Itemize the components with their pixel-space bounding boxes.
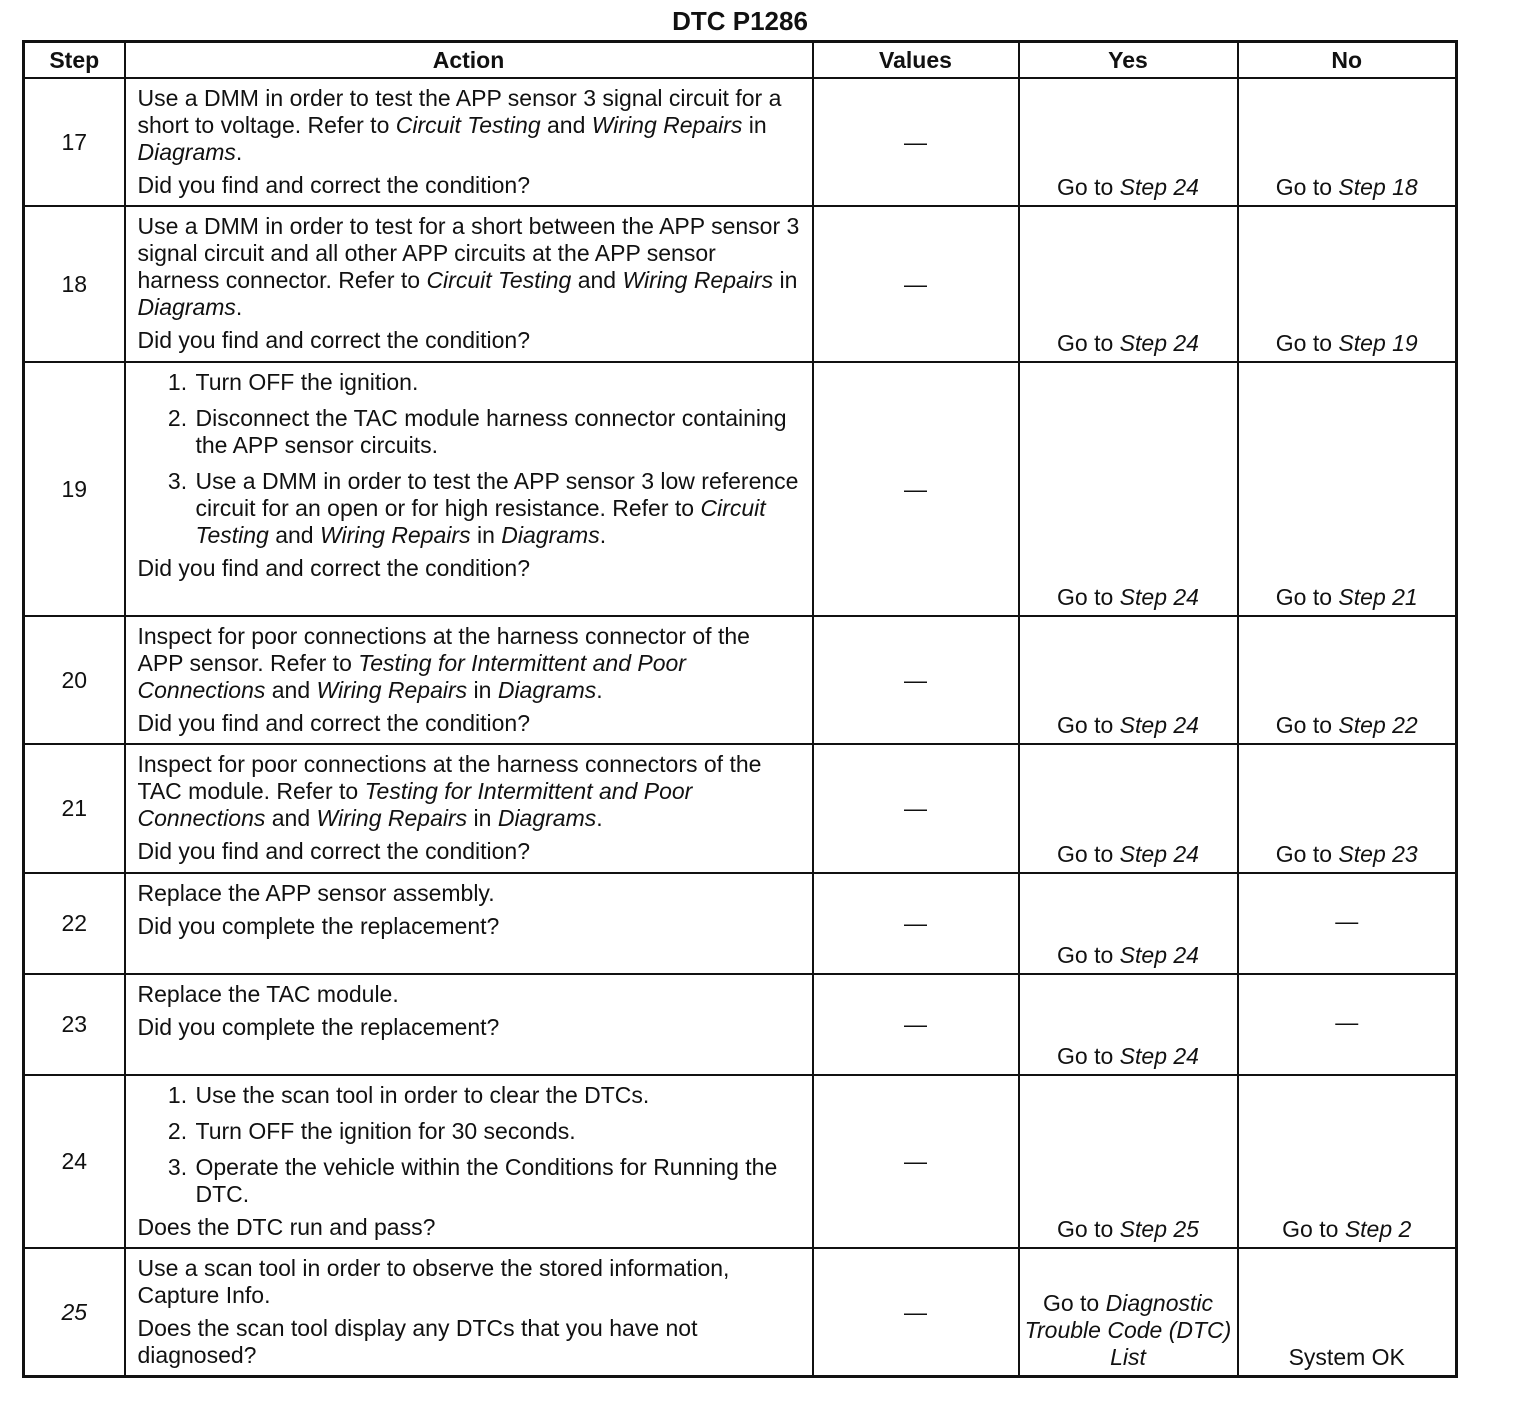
no-cell: System OK	[1238, 1248, 1457, 1377]
procedure-item: 3. Use a DMM in order to test the APP sensor 3 low reference circuit for an open or for high resistance. Refer to Circuit Testing and Wiring Repairs in Diagrams.	[194, 468, 800, 549]
action-question: Did you find and correct the condition?	[137, 172, 531, 198]
action-text: Use a DMM in order to test for a short between the APP sensor 3 signal circuit and all other APP circuits at the APP sensor harness connector. Refer to Circuit Testing and Wiring Repairs in Diagrams.	[137, 213, 800, 320]
value-cell: —	[813, 873, 1019, 974]
procedure-item: 1. Turn OFF the ignition.	[194, 369, 800, 396]
ref-link: Circuit Testing	[395, 112, 541, 138]
value-cell: —	[813, 78, 1019, 206]
value-cell: —	[813, 616, 1019, 744]
header-step: Step	[24, 42, 125, 79]
header-yes: Yes	[1019, 42, 1238, 79]
yes-cell: Go to Diagnostic Trouble Code (DTC) List	[1019, 1248, 1238, 1377]
yes-cell: Go to Step 24	[1019, 362, 1238, 616]
ref-link: Wiring Repairs	[316, 677, 468, 703]
step-number: 17	[24, 78, 125, 206]
step-number: 18	[24, 206, 125, 362]
yes-cell: Go to Step 25	[1019, 1075, 1238, 1248]
table-row	[24, 744, 1457, 873]
procedure-item: 1. Use the scan tool in order to clear the DTCs.	[194, 1082, 800, 1109]
action-text: Use a scan tool in order to observe the stored information, Capture Info.	[137, 1255, 730, 1308]
yes-ref: Step 24	[1119, 1043, 1199, 1069]
table-row	[24, 362, 1457, 616]
action-cell	[125, 78, 813, 206]
yes-cell: Go to Step 24	[1019, 206, 1238, 362]
ref-link: Diagrams	[501, 522, 600, 548]
ref-link: Diagrams	[497, 805, 597, 831]
step-number: 20	[24, 616, 125, 744]
procedure-item: 2. Turn OFF the ignition for 30 seconds.	[194, 1118, 800, 1145]
action-cell	[125, 206, 813, 362]
procedure-item: 3. Operate the vehicle within the Conditions for Running the DTC.	[194, 1154, 800, 1208]
action-cell	[125, 1075, 813, 1248]
yes-cell: Go to Step 24	[1019, 744, 1238, 873]
yes-cell: Go to Step 24	[1019, 873, 1238, 974]
yes-ref: Step 24	[1119, 942, 1199, 968]
header-no: No	[1238, 42, 1457, 79]
no-cell: —	[1238, 873, 1457, 974]
ref-link: Wiring Repairs	[622, 267, 774, 293]
table-row	[24, 974, 1457, 1075]
value-cell: —	[813, 1075, 1019, 1248]
action-text: Replace the APP sensor assembly.	[137, 880, 495, 906]
header-action: Action	[125, 42, 813, 79]
ref-link: Diagrams	[497, 677, 597, 703]
table-row	[24, 78, 1457, 206]
header-values: Values	[813, 42, 1019, 79]
action-cell	[125, 362, 813, 616]
value-cell: —	[813, 1248, 1019, 1377]
step-number: 21	[24, 744, 125, 873]
yes-ref: Step 24	[1119, 584, 1199, 610]
value-cell: —	[813, 362, 1019, 616]
step-number: 22	[24, 873, 125, 974]
procedure-item: 2. Disconnect the TAC module harness connector containing the APP sensor circuits.	[194, 405, 800, 459]
yes-cell: Go to Step 24	[1019, 616, 1238, 744]
action-cell	[125, 974, 813, 1075]
no-ref: Step 23	[1338, 841, 1418, 867]
yes-ref: Step 24	[1119, 712, 1199, 738]
page-title: DTC P1286	[672, 6, 808, 36]
step-number: 23	[24, 974, 125, 1075]
value-cell: —	[813, 744, 1019, 873]
action-question: Did you find and correct the condition?	[137, 710, 531, 736]
no-cell: Go to Step 22	[1238, 616, 1457, 744]
ref-link: Circuit Testing	[426, 267, 572, 293]
table-header-row	[24, 42, 1457, 79]
ref-link: Wiring Repairs	[316, 805, 468, 831]
yes-ref: Diagnostic Trouble Code (DTC) List	[1024, 1290, 1232, 1370]
action-text: Use a DMM in order to test the APP sensor 3 signal circuit for a short to voltage. Refer to Circuit Testing and Wiring Repairs in Diagrams.	[137, 85, 782, 165]
action-text: Inspect for poor connections at the harness connector of the APP sensor. Refer to Testing for Intermittent and Poor Connections and Wiring Repairs in Diagrams.	[137, 623, 750, 703]
yes-cell: Go to Step 24	[1019, 78, 1238, 206]
ref-link: Circuit Testing	[195, 495, 766, 548]
action-question: Did you complete the replacement?	[137, 913, 500, 939]
action-question: Did you find and correct the condition?	[137, 838, 531, 864]
action-text: Replace the TAC module.	[137, 981, 399, 1007]
action-question: Did you complete the replacement?	[137, 1014, 500, 1040]
no-ref: Step 18	[1338, 174, 1418, 200]
action-cell	[125, 873, 813, 974]
ref-link: Wiring Repairs	[319, 522, 471, 548]
yes-ref: Step 24	[1119, 330, 1199, 356]
no-ref: Step 22	[1338, 712, 1418, 738]
procedure-list	[138, 1082, 800, 1208]
ref-link: Testing for Intermittent and Poor Connections	[137, 650, 686, 703]
action-question: Does the scan tool display any DTCs that you have not diagnosed?	[137, 1315, 698, 1368]
action-text: Inspect for poor connections at the harness connectors of the TAC module. Refer to Testing for Intermittent and Poor Connections and Wiring Repairs in Diagrams.	[137, 751, 762, 831]
action-cell	[125, 1248, 813, 1377]
action-question: Did you find and correct the condition?	[137, 327, 531, 353]
no-cell: Go to Step 21	[1238, 362, 1457, 616]
diagnostic-table	[22, 40, 1458, 1378]
yes-ref: Step 24	[1119, 841, 1199, 867]
yes-ref: Step 24	[1119, 174, 1199, 200]
value-cell: —	[813, 206, 1019, 362]
ref-link: Diagrams	[137, 139, 236, 165]
no-cell: Go to Step 2	[1238, 1075, 1457, 1248]
action-cell	[125, 616, 813, 744]
ref-link: Testing for Intermittent and Poor Connections	[137, 778, 693, 831]
ref-link: Wiring Repairs	[591, 112, 743, 138]
step-number: 24	[24, 1075, 125, 1248]
no-cell: Go to Step 23	[1238, 744, 1457, 873]
value-cell: —	[813, 974, 1019, 1075]
step-number: 19	[24, 362, 125, 616]
table-row	[24, 1075, 1457, 1248]
no-ref: Step 21	[1338, 584, 1418, 610]
action-question: Did you find and correct the condition?	[137, 555, 531, 581]
no-cell: —	[1238, 974, 1457, 1075]
no-cell: Go to Step 18	[1238, 78, 1457, 206]
no-ref: Step 19	[1338, 330, 1418, 356]
table-row	[24, 206, 1457, 362]
yes-cell: Go to Step 24	[1019, 974, 1238, 1075]
no-cell: Go to Step 19	[1238, 206, 1457, 362]
no-ref: Step 2	[1344, 1216, 1412, 1242]
action-cell	[125, 744, 813, 873]
table-row	[24, 616, 1457, 744]
table-row	[24, 1248, 1457, 1377]
ref-link: Diagrams	[137, 294, 236, 320]
yes-ref: Step 25	[1119, 1216, 1199, 1242]
step-number: 25	[24, 1248, 125, 1377]
table-row	[24, 873, 1457, 974]
procedure-list	[138, 369, 800, 549]
action-question: Does the DTC run and pass?	[137, 1214, 436, 1240]
